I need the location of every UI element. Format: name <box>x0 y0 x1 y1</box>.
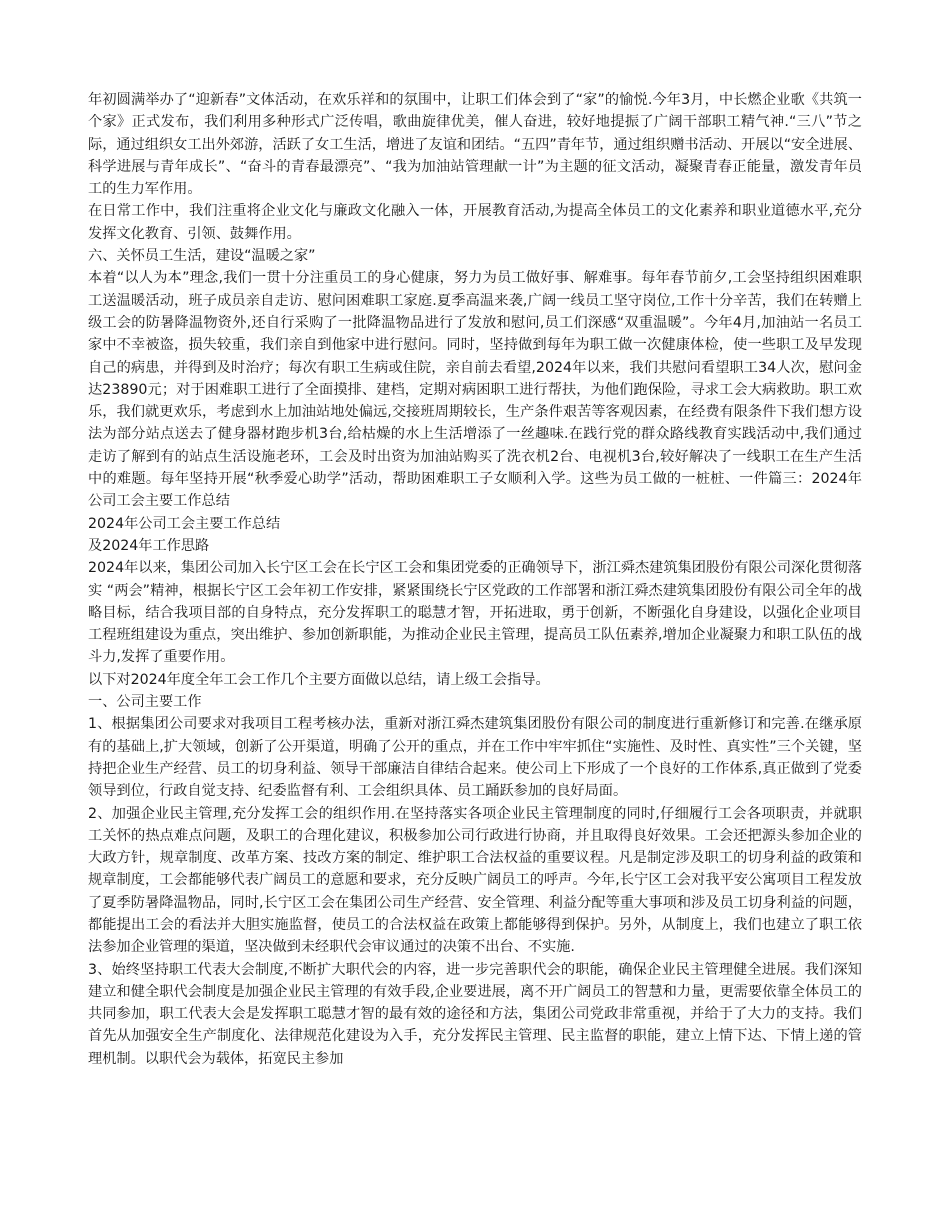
paragraph-item-2: 2、加强企业民主管理,充分发挥工会的组织作用.在坚持落实各项企业民主管理制度的同时,仔细履行工会各项职责，并就职工关怀的热点难点问题，及职工的合理化建议，积极参加公司行政进行协商，并且取得良好效果。工会还把源头参加企业的大政方针，规章制度、改革方案、技改方案的制定、维护职工合法权益的重要议程。凡是制定涉及职工的切身利益的政策和规章制度，工会都能够代表广阔员工的意愿和要求，充分反映广阔员工的呼声。今年,长宁区工会对我平安公寓项目工程发放了夏季防暑降温物品，同时,长宁区工会在集团公司生产经营、安全管理、利益分配等重大事项和涉及员工切身利益的问题，都能提出工会的看法并大胆实施监督，使员工的合法权益在政策上都能够得到保护。另外，从制度上，我们也建立了职工依法参加企业管理的渠道，坚决做到未经职代会审议通过的决策不出台、不实施. <box>88 805 862 956</box>
paragraph-introduction: 2024年以来，集团公司加入长宁区工会在长宁区工会和集团党委的正确领导下，浙江舜杰建筑集团股份有限公司深化贯彻落实 “两会”精神，根据长宁区工会年初工作安排，紧紧围绕长宁区党政的工作部署和浙江舜杰建筑集团股份有限公司全年的战略目标，结合我项目部的自身特点，充分发挥职工的聪慧才智，开拓进取，勇于创新，不断强化自身建设，以强化企业项目工程班组建设为重点，突出维护、参加创新职能，为推动企业民主管理，提高员工队伍素养,增加企业凝聚力和职工队伍的战斗力,发挥了重要作用。 <box>88 560 862 666</box>
document-subtitle: 及2024年工作思路 <box>88 537 210 554</box>
section-heading-main-work: 一、公司主要工作 <box>88 694 202 711</box>
document-title: 2024年公司工会主要工作总结 <box>88 515 281 532</box>
paragraph-summary-note: 以下对2024年度全年工会工作几个主要方面做以总结，请上级工会指导。 <box>88 671 550 688</box>
paragraph-spring-festival-activities: 年初圆满举办了“迎新春”文体活动，在欢乐祥和的氛围中，让职工们体会到了“家”的愉悦.今年3月，中长燃企业歌《共筑一个家》正式发布，我们利用多种形式广泛传唱，歌曲旋律优美，催人奋进，较好地提振了广阔干部职工精气神.“三八”节之际，通过组织女工出外郊游，活跃了女工生活，增进了友谊和团结。“五四”青年节，通过组织赠书活动、开展以“安全进展、科学进展与青年成长”、“奋斗的青春最漂亮”、“我为加油站管理献一计”为主题的征文活动，凝聚青春正能量，激发青年员工的生力军作用。 <box>88 92 862 198</box>
paragraph-item-3: 3、始终坚持职工代表大会制度,不断扩大职代会的内容，进一步完善职代会的职能，确保企业民主管理健全进展。我们深知建立和健全职代会制度是加强企业民主管理的有效手段,企业要进展，离不开广阔员工的智慧和力量，更需要依靠全体员工的共同参加，职工代表大会是发挥职工聪慧才智的最有效的途径和方法，集团公司党政非常重视，并给于了大力的支持。我们首先从加强安全生产制度化、法律规范化建设为入手，充分发挥民主管理、民主监督的职能，建立上情下达、下情上递的管理机制。以职代会为载体，拓宽民主参加 <box>88 961 862 1067</box>
paragraph-corporate-culture: 在日常工作中，我们注重将企业文化与廉政文化融入一体，开展教育活动,为提高全体员工的文化素养和职业道德水平,充分发挥文化教育、引领、鼓舞作用。 <box>88 203 862 242</box>
section-heading-care-for-staff: 六、关怀员工生活，建设“温暖之家” <box>88 248 316 265</box>
paragraph-item-1: 1、根据集团公司要求对我项目工程考核办法，重新对浙江舜杰建筑集团股份有限公司的制度进行重新修订和完善.在继承原有的基础上,扩大领域，创新了公开渠道，明确了公开的重点，并在工作中牢牢抓住“实施性、及时性、真实性”三个关键，坚持把企业生产经营、员工的切身利益、领导干部廉洁自律结合起来。使公司上下形成了一个良好的工作体系,真正做到了党委领导到位，行政自觉支持、纪委监督有利、工会组织具体、员工踊跃参加的良好局面。 <box>88 716 862 800</box>
paragraph-care-for-staff: 本着“以人为本”理念,我们一贯十分注重员工的身心健康，努力为员工做好事、解难事。每年春节前夕,工会坚持组织困难职工送温暖活动，班子成员亲自走访、慰问困难职工家庭.夏季高温来袭,广阔一线员工坚守岗位,工作十分辛苦，我们在转赠上级工会的防暑降温物资外,还自行采购了一批降温物品进行了发放和慰问,员工们深感“双重温暖”。今年4月,加油站一名员工家中不幸被盗，损失较重，我们亲自到他家中进行慰问。同时，坚持做到每年为职工做一次健康体检，使一些职工及早发现自己的病患，并得到及时治疗；每次有职工生病或住院，亲自前去看望,2024年以来，我们共慰问看望职工34人次，慰问金达23890元；对于困难职工进行了全面摸排、建档，定期对病困职工进行帮扶，为他们跑保险，寻求工会大病救助。职工欢乐，我们就更欢乐，考虑到水上加油站地处偏远,交接班周期较长，生产条件艰苦等客观因素，在经费有限条件下我们想方设法为部分站点送去了健身器材跑步机3台,给枯燥的水上生活增添了一丝趣味.在践行党的群众路线教育实践活动中,我们通过走访了解到有的站点生活设施老环，工会及时出资为加油站购买了洗衣机2台、电视机3台,较好解决了一线职工在生产生活中的难题。每年坚持开展“秋季爱心助学”活动，帮助困难职工子女顺利入学。这些为员工做的一桩桩、一件篇三：2024年公司工会主要工作总结 <box>88 270 862 510</box>
document-body <box>88 89 862 1070</box>
